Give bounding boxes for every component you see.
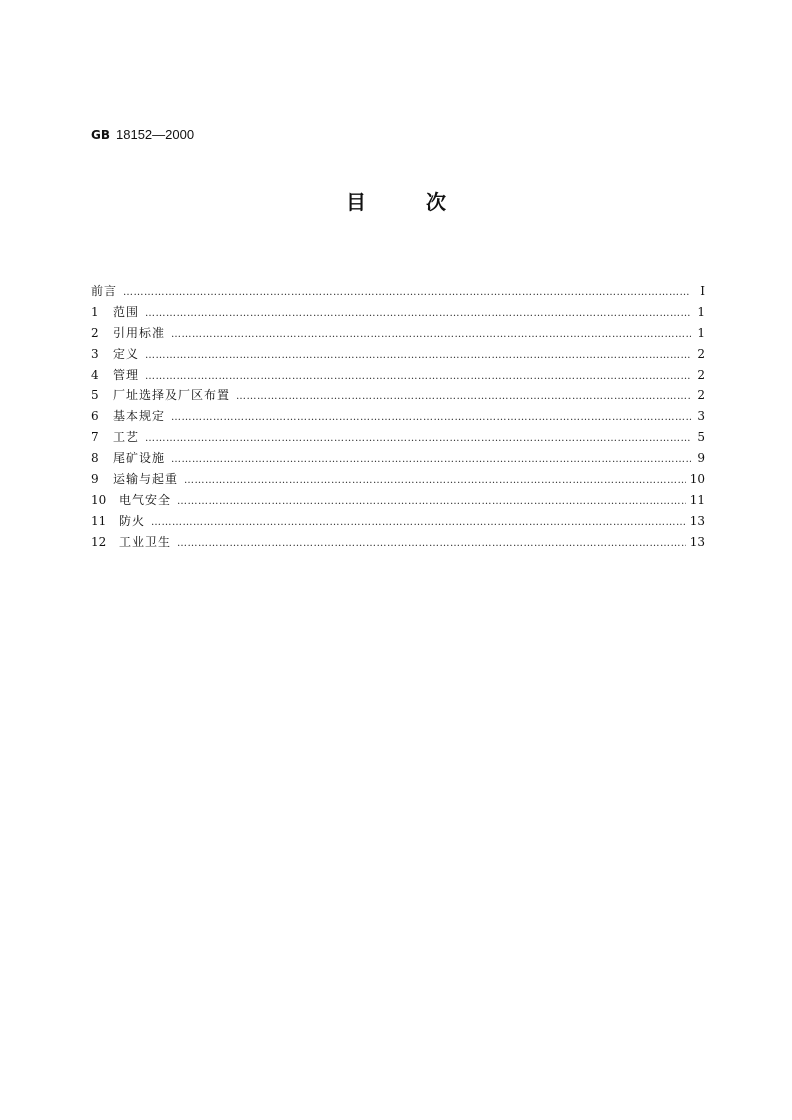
toc-entry-label: 厂址选择及厂区布置 — [113, 388, 231, 403]
standard-code: 18152—2000 — [116, 127, 195, 142]
toc-entry-page: 13 — [689, 513, 705, 528]
toc-entry-2[interactable] — [91, 323, 705, 344]
toc-entry-number: 8 — [91, 451, 99, 466]
toc-entry-label: 定义 — [113, 346, 140, 361]
table-of-contents — [91, 281, 705, 553]
dot-leader — [236, 387, 691, 408]
toc-entry-label: 管理 — [113, 367, 140, 382]
toc-entry-5[interactable] — [91, 385, 705, 406]
toc-entry-11[interactable] — [91, 511, 705, 532]
toc-entry-label: 工艺 — [113, 430, 140, 445]
toc-entry-label: 尾矿设施 — [113, 451, 166, 466]
standard-prefix: GB — [91, 128, 110, 142]
dot-leader — [171, 450, 691, 471]
toc-entry-page: 5 — [697, 430, 705, 445]
toc-entry-number: 1 — [91, 304, 99, 319]
toc-entry-4[interactable] — [91, 365, 705, 386]
toc-entry-label: 运输与起重 — [113, 472, 179, 487]
toc-entry-page: 1 — [697, 325, 705, 340]
toc-entry-page: I — [700, 284, 705, 298]
toc-entry-label: 范围 — [113, 304, 140, 319]
toc-entry-foreword[interactable] — [91, 281, 705, 302]
toc-title-char-2: 次 — [426, 190, 446, 214]
toc-entry-page: 11 — [689, 492, 705, 507]
dot-leader — [177, 492, 686, 513]
toc-entry-number: 6 — [91, 409, 99, 424]
toc-entry-number: 11 — [91, 513, 107, 528]
toc-entry-number: 10 — [91, 492, 107, 507]
toc-title — [0, 187, 792, 217]
toc-entry-label: 基本规定 — [113, 409, 166, 424]
toc-entry-8[interactable] — [91, 448, 705, 469]
dot-leader — [171, 325, 691, 346]
toc-entry-page: 9 — [697, 451, 705, 466]
dot-leader — [145, 367, 691, 388]
toc-entry-page: 2 — [697, 367, 705, 382]
toc-entry-page: 13 — [689, 534, 705, 549]
toc-entry-label: 前言 — [91, 284, 118, 298]
dot-leader — [145, 429, 691, 450]
dot-leader — [184, 471, 686, 492]
toc-entry-label: 防火 — [119, 513, 146, 528]
standard-number — [91, 127, 194, 144]
toc-entry-number: 7 — [91, 430, 99, 445]
dot-leader — [151, 513, 686, 534]
toc-entry-label: 电气安全 — [119, 492, 172, 507]
toc-entry-7[interactable] — [91, 427, 705, 448]
toc-entry-number: 12 — [91, 534, 107, 549]
dot-leader — [123, 283, 691, 304]
toc-entry-3[interactable] — [91, 344, 705, 365]
toc-entry-9[interactable] — [91, 469, 705, 490]
toc-entry-number: 3 — [91, 346, 99, 361]
toc-entry-page: 10 — [689, 472, 705, 487]
toc-entry-number: 2 — [91, 325, 99, 340]
dot-leader — [177, 534, 686, 555]
toc-entry-1[interactable] — [91, 302, 705, 323]
dot-leader — [145, 346, 691, 367]
toc-entry-number: 9 — [91, 472, 99, 487]
toc-title-char-1: 目 — [346, 190, 366, 214]
toc-entry-page: 1 — [697, 304, 705, 319]
toc-entry-6[interactable] — [91, 406, 705, 427]
toc-entry-12[interactable] — [91, 532, 705, 553]
toc-entry-page: 2 — [697, 346, 705, 361]
dot-leader — [145, 304, 691, 325]
toc-entry-page: 3 — [697, 409, 705, 424]
toc-entry-label: 引用标准 — [113, 325, 166, 340]
toc-entry-number: 5 — [91, 388, 99, 403]
toc-entry-10[interactable] — [91, 490, 705, 511]
toc-entry-page: 2 — [697, 388, 705, 403]
toc-entry-number: 4 — [91, 367, 99, 382]
toc-entry-label: 工业卫生 — [119, 534, 172, 549]
dot-leader — [171, 408, 691, 429]
